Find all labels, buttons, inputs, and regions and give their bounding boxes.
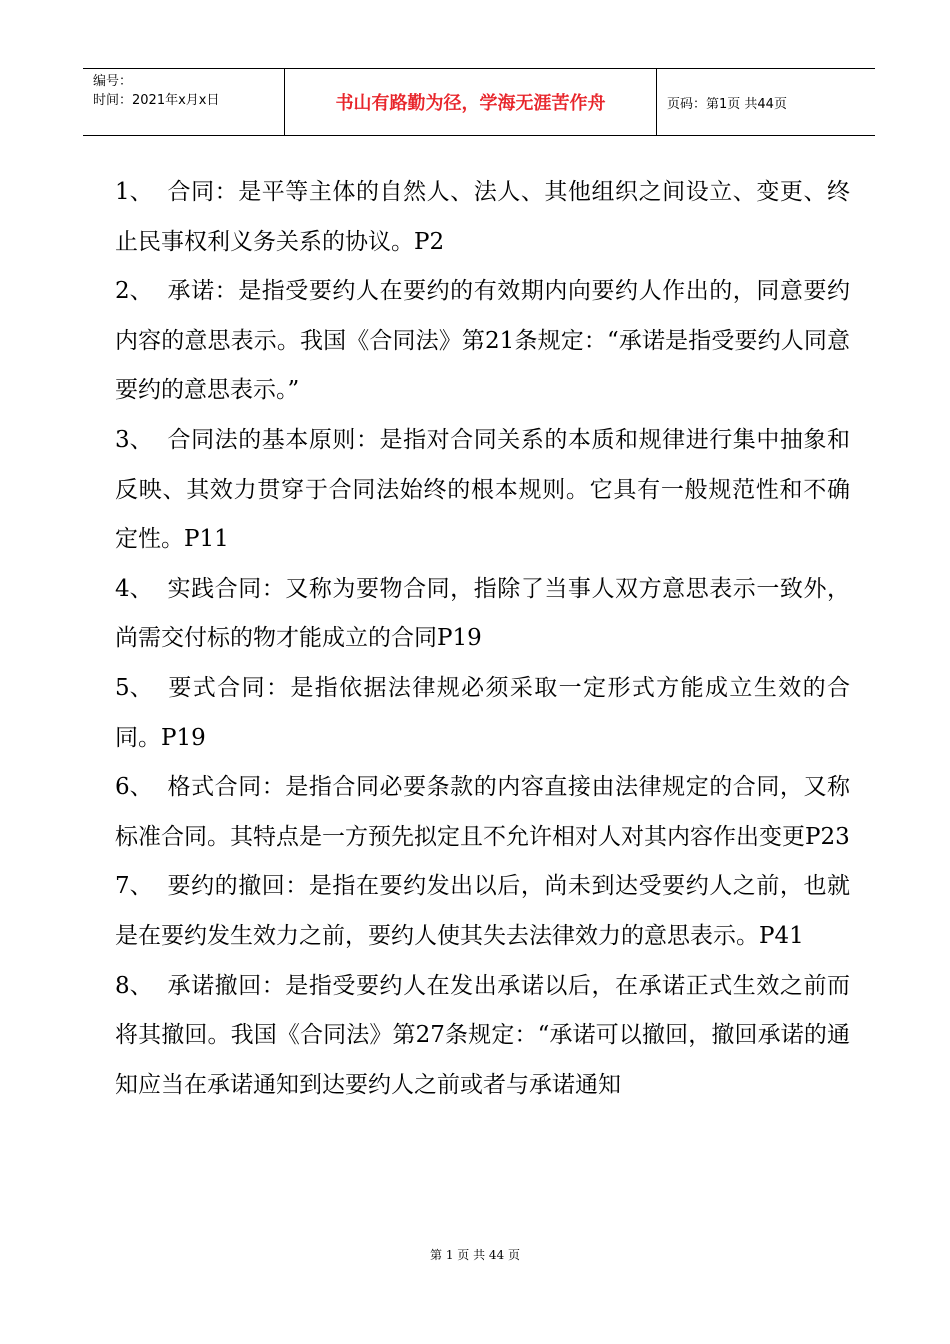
list-item: [115, 962, 850, 1111]
item-number: 3、: [115, 426, 153, 453]
list-item: [115, 416, 850, 565]
item-number: 8、: [115, 972, 153, 999]
header-meta: [83, 69, 285, 135]
item-text: 格式合同：是指合同必要条款的内容直接由法律规定的合同，又称标准合同。其特点是一方预先拟定且不允许相对人对其内容作出变更P23: [115, 774, 850, 850]
time-label: 时间：2021年x月x日: [93, 93, 220, 108]
item-text: 要式合同：是指依据法律规必须采取一定形式方能成立生效的合同。P19: [115, 674, 850, 751]
list-item: [115, 267, 850, 416]
page-header: [83, 68, 875, 136]
list-item: [115, 862, 850, 961]
list-item: [115, 168, 850, 267]
item-number: 6、: [115, 774, 153, 801]
item-text: 要约的撤回：是指在要约发出以后，尚未到达受要约人之前，也就是在要约发生效力之前，要约人使其失去法律效力的意思表示。P41: [115, 873, 850, 949]
item-text: 实践合同：又称为要物合同，指除了当事人双方意思表示一致外，尚需交付标的物才能成立的合同P19: [115, 575, 850, 652]
item-text: 合同法的基本原则：是指对合同关系的本质和规律进行集中抽象和反映、其效力贯穿于合同法始终的根本规则。它具有一般规范性和不确定性。P11: [115, 426, 850, 553]
item-number: 7、: [115, 873, 153, 900]
item-text: 合同：是平等主体的自然人、法人、其他组织之间设立、变更、终止民事权利义务关系的协议。P2: [115, 179, 850, 255]
header-motto: 书山有路勤为径，学海无涯苦作舟: [285, 69, 657, 135]
item-number: 4、: [115, 575, 153, 602]
item-number: 5、: [115, 674, 153, 701]
item-number: 2、: [115, 278, 153, 305]
list-item: [115, 664, 850, 763]
item-text: 承诺：是指受要约人在要约的有效期内向要约人作出的，同意要约内容的意思表示。我国《合同法》第21条规定：“承诺是指受要约人同意要约的意思表示。”: [115, 278, 850, 404]
item-number: 1、: [115, 179, 153, 205]
item-text: 承诺撤回：是指受要约人在发出承诺以后，在承诺正式生效之前而将其撤回。我国《合同法》第27条规定：“承诺可以撤回，撤回承诺的通知应当在承诺通知到达要约人之前或者与承诺通知: [115, 972, 850, 1098]
list-item: [115, 763, 850, 862]
header-page-info: 页码：第1页 共44页: [667, 96, 787, 112]
list-item: [115, 565, 850, 664]
document-body: [115, 168, 850, 1110]
page-footer: 第 1 页 共 44 页: [430, 1248, 520, 1262]
serial-label: 编号：: [93, 74, 133, 89]
